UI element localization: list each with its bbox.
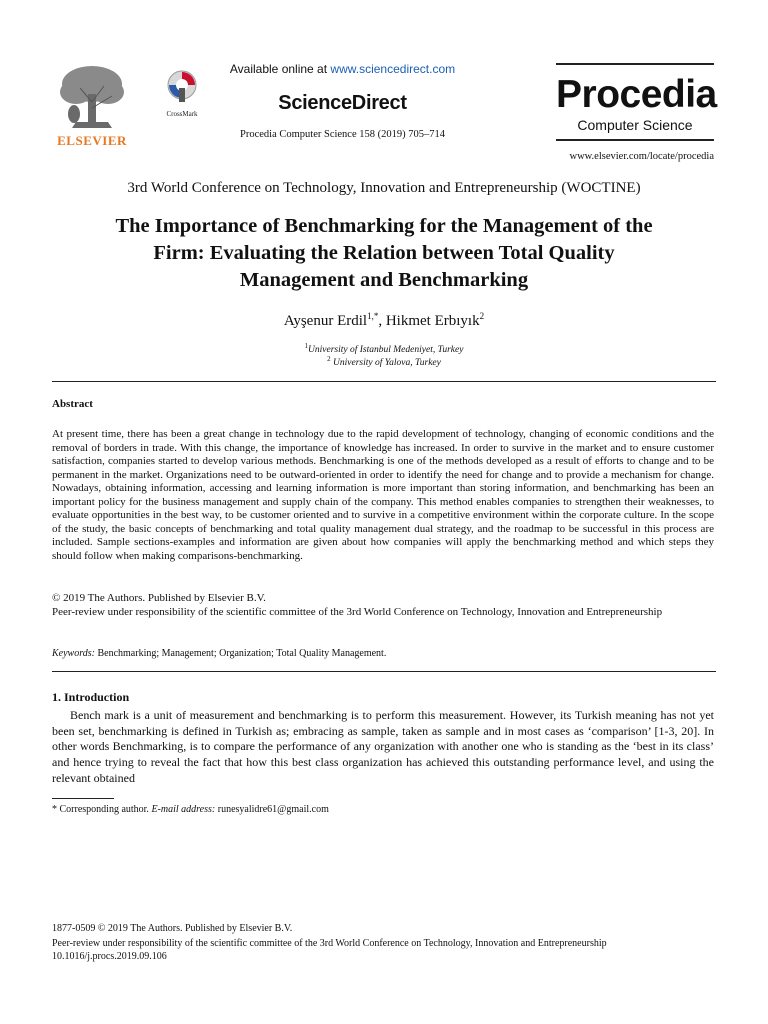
affiliation-sup: 2: [327, 355, 331, 363]
keywords-line: [52, 648, 714, 659]
procedia-title: Procedia: [556, 73, 717, 116]
crossmark-label: CrossMark: [166, 110, 198, 118]
tree-icon: [52, 62, 132, 134]
author-sup: 1,*: [367, 311, 379, 321]
abstract-heading: Abstract: [52, 398, 93, 410]
copyright-block: [52, 592, 714, 619]
affiliation-sup: 1: [304, 342, 309, 350]
keywords-text: Benchmarking; Management; Organization; Total Quality Management.: [94, 648, 387, 659]
footnote-prefix: * Corresponding author.: [52, 804, 152, 815]
procedia-subtitle: Computer Science: [577, 117, 693, 133]
email-address[interactable]: runesyalidre61@gmail.com: [215, 804, 329, 815]
corresponding-author-footnote: [52, 804, 329, 815]
abstract-body: At present time, there has been a great change in technology due to the rapid development of technology, changing of economic conditions and the removal of borders in trade. With this change, the importance of knowledge has increased. In order to survive in the market and to ensure customer satisfaction, companies started to develop various methods. Benchmarking is one of the methods developed as a result of efforts to change and to be permanent in the market. Organizations need to be outward-oriented in order to identify the need for change and to provide a mechanism for change. Nowadays, obtaining information, accessing and learning information is more important than storing information, and benchmarking has been an important policy for the business management and supply chain of the company. This method enables companies to strengthen their weaknesses, to evaluate opportunities in the best way, to be customer oriented and to survive in a competitive environment within the corporate culture. In the scope of the study, the basic concepts of benchmarking and total quality management dual strategy, and the roadmap to be successful in this process are included. Sample sections-examples and information are given about how companies will apply the benchmarking method and which steps they should follow when making comparisons-benchmarking.: [52, 428, 714, 562]
sciencedirect-wordmark: ScienceDirect: [278, 92, 407, 114]
available-prefix: Available online at: [229, 62, 331, 76]
available-online-line: [200, 62, 485, 76]
journal-url-link[interactable]: www.elsevier.com/locate/procedia: [569, 151, 714, 162]
affiliation-text: University of Istanbul Medeniyet, Turkey: [308, 345, 464, 356]
footnote-divider: [52, 798, 114, 799]
crossmark-icon: [167, 70, 197, 104]
footer-peer-review: Peer-review under responsibility of the scientific committee of the 3rd World Conference on Technology, Innovation and Entrepreneurship: [52, 938, 607, 949]
author-list: [40, 311, 728, 330]
title-line: Firm: Evaluating the Relation between Total Quality: [153, 242, 615, 264]
peer-review-line: Peer-review under responsibility of the scientific committee of the 3rd World Conference on Technology, Innovation and Entrepreneurship: [52, 605, 663, 618]
issn-line: 1877-0509 © 2019 The Authors. Published by Elsevier B.V.: [52, 923, 293, 934]
divider: [52, 671, 716, 672]
journal-citation: Procedia Computer Science 158 (2019) 705–714: [240, 129, 445, 140]
paper-title: [40, 213, 728, 294]
divider: [52, 381, 716, 382]
title-line: Management and Benchmarking: [239, 269, 529, 291]
title-line: The Importance of Benchmarking for the Management of the: [115, 215, 653, 237]
author-sup: 2: [479, 311, 485, 321]
affiliation: [40, 342, 728, 355]
email-label: E-mail address:: [151, 804, 216, 815]
introduction-body: Bench mark is a unit of measurement and benchmarking is to perform this measurement. However, its Turkish meaning has not yet been set, benchmarking is defined in Turkish as; embracing as sample, taken as sample and in most cases as ‘comparison’ [1-3, 20]. In other words Benchmarking, is to compare the performance of any organization with another one who is standing as the ‘best in its class’ and hence trying to reveal the fact that how this best class organization has achieved this outstanding performance level, and using the relevant obtained: [52, 708, 714, 785]
sciencedirect-link[interactable]: www.sciencedirect.com: [330, 62, 456, 76]
affiliation: [40, 355, 728, 368]
author-separator: ,: [378, 313, 386, 329]
procedia-brand: [556, 63, 717, 141]
conference-name: 3rd World Conference on Technology, Innovation and Entrepreneurship (WOCTINE): [127, 180, 641, 196]
keywords-label: Keywords:: [52, 648, 95, 659]
section-heading: 1. Introduction: [52, 690, 130, 704]
affiliation-text: University of Yalova, Turkey: [330, 358, 441, 369]
crossmark-badge[interactable]: [160, 70, 204, 118]
doi-link[interactable]: 10.1016/j.procs.2019.09.106: [52, 951, 167, 962]
elsevier-wordmark: ELSEVIER: [57, 133, 127, 148]
copyright-line: © 2019 The Authors. Published by Elsevier B.V.: [52, 592, 266, 604]
author-name: Hikmet Erbıyık: [385, 313, 480, 329]
author-name: Ayşenur Erdil: [283, 313, 368, 329]
